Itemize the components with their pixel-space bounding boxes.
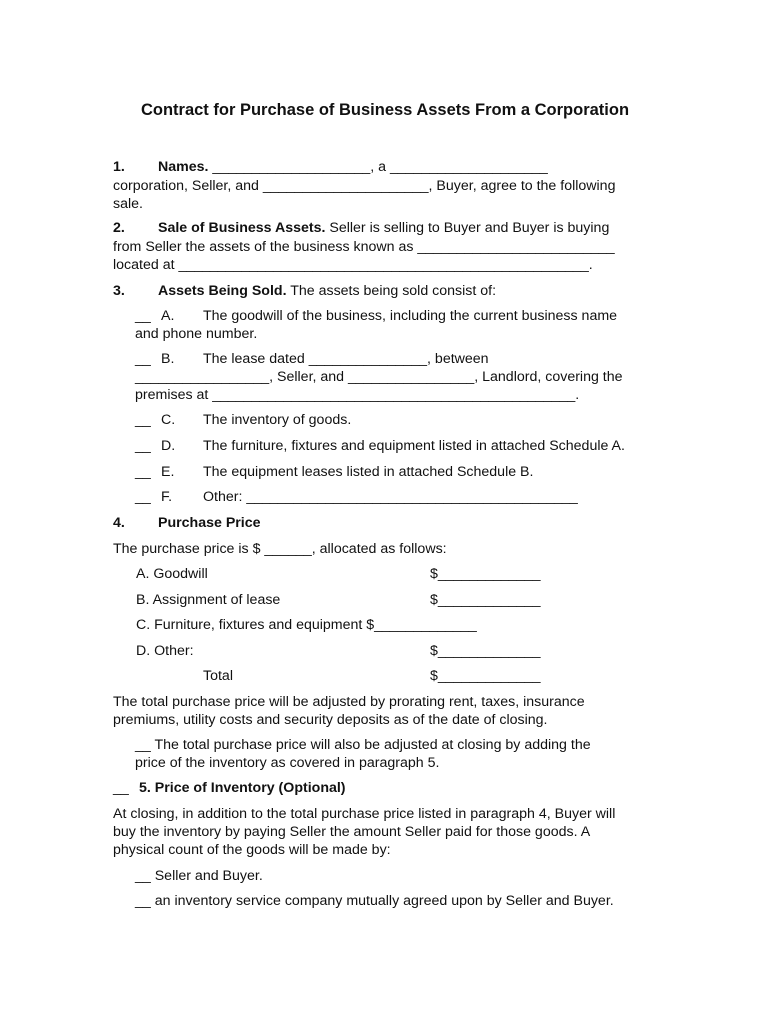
item-b-text-cont-2: premises at ______________________________________________.: [135, 387, 580, 403]
section-3-text: The assets being sold consist of:: [286, 283, 497, 299]
item-a-text: The goodwill of the business, including the current business name: [203, 308, 618, 324]
item-d-checkbox-blank: __: [135, 438, 151, 454]
item-e-text: The equipment leases listed in attached Schedule B.: [203, 464, 534, 480]
item-f-text: Other: __________________________________________: [203, 489, 578, 505]
item-e-checkbox-blank: __: [135, 464, 151, 480]
item-d-letter: D.: [161, 438, 176, 454]
adjust-line-1: The total purchase price will be adjusted by prorating rent, taxes, insurance: [113, 694, 585, 710]
section-2-text: Seller is selling to Buyer and Buyer is buying: [325, 220, 610, 236]
item-a-checkbox-blank: __: [135, 308, 151, 324]
adjust-line-2: premiums, utility costs and security deposits as of the date of closing.: [113, 712, 548, 728]
section-5-heading: 5. Price of Inventory (Optional): [139, 780, 346, 796]
document-title: Contract for Purchase of Business Assets From a Corporation: [140, 101, 630, 119]
section-5-line-2: buy the inventory by paying Seller the amount Seller paid for those goods. A: [113, 824, 591, 840]
purchase-price-intro: The purchase price is $ ______, allocated as follows:: [113, 541, 447, 557]
section-2-line-3: located at ____________________________________________________.: [113, 257, 593, 273]
inventory-adjust-line-2: price of the inventory as covered in paragraph 5.: [135, 755, 440, 771]
section-4-heading: Purchase Price: [158, 515, 261, 531]
alloc-lease-amount: $_____________: [430, 592, 541, 608]
item-f-letter: F.: [161, 489, 173, 505]
item-f-checkbox-blank: __: [135, 489, 151, 505]
count-option-2: __ an inventory service company mutually agreed upon by Seller and Buyer.: [135, 893, 614, 909]
item-e-letter: E.: [161, 464, 175, 480]
item-b-text-cont: _________________, Seller, and ________________, Landlord, covering the: [135, 369, 623, 385]
item-c-checkbox-blank: __: [135, 412, 151, 428]
alloc-other-label: D. Other:: [136, 643, 194, 659]
section-5-line-1: At closing, in addition to the total purchase price listed in paragraph 4, Buyer will: [113, 806, 616, 822]
inventory-adjust-line-1: __ The total purchase price will also be adjusted at closing by adding the: [135, 737, 591, 753]
section-2-line-2: from Seller the assets of the business known as _________________________: [113, 239, 615, 255]
item-a-text-cont: and phone number.: [135, 326, 258, 342]
section-2-heading: Sale of Business Assets.: [158, 220, 326, 236]
section-3-number: 3.: [113, 283, 125, 299]
item-a-letter: A.: [161, 308, 175, 324]
section-5-checkbox-blank: __: [113, 780, 129, 796]
count-option-1: __ Seller and Buyer.: [135, 868, 263, 884]
item-d-text: The furniture, fixtures and equipment listed in attached Schedule A.: [203, 438, 625, 454]
item-c-letter: C.: [161, 412, 176, 428]
section-4-number: 4.: [113, 515, 125, 531]
section-5-line-3: physical count of the goods will be made by:: [113, 842, 391, 858]
section-1-line-3: sale.: [113, 196, 143, 212]
section-1-text: ____________________, a ____________________: [208, 159, 548, 175]
section-1-line-2: corporation, Seller, and _____________________, Buyer, agree to the following: [113, 178, 616, 194]
alloc-total-amount: $_____________: [430, 668, 541, 684]
section-1-line-1: [158, 158, 548, 176]
alloc-furniture-label: C. Furniture, fixtures and equipment $_____________: [136, 617, 477, 633]
section-2-number: 2.: [113, 220, 125, 236]
item-b-checkbox-blank: __: [135, 351, 151, 367]
item-b-letter: B.: [161, 351, 175, 367]
section-3-heading: Assets Being Sold.: [158, 283, 287, 299]
section-1-number: 1.: [113, 159, 125, 175]
alloc-other-amount: $_____________: [430, 643, 541, 659]
item-b-text: The lease dated _______________, between: [203, 351, 489, 367]
item-c-text: The inventory of goods.: [203, 412, 352, 428]
section-2-line-1: [158, 219, 609, 237]
alloc-total-label: Total: [203, 668, 233, 684]
alloc-goodwill-label: A. Goodwill: [136, 566, 208, 582]
alloc-lease-label: B. Assignment of lease: [136, 592, 281, 608]
alloc-goodwill-amount: $_____________: [430, 566, 541, 582]
section-1-heading: Names.: [158, 159, 209, 175]
section-3-line-1: [158, 282, 496, 300]
